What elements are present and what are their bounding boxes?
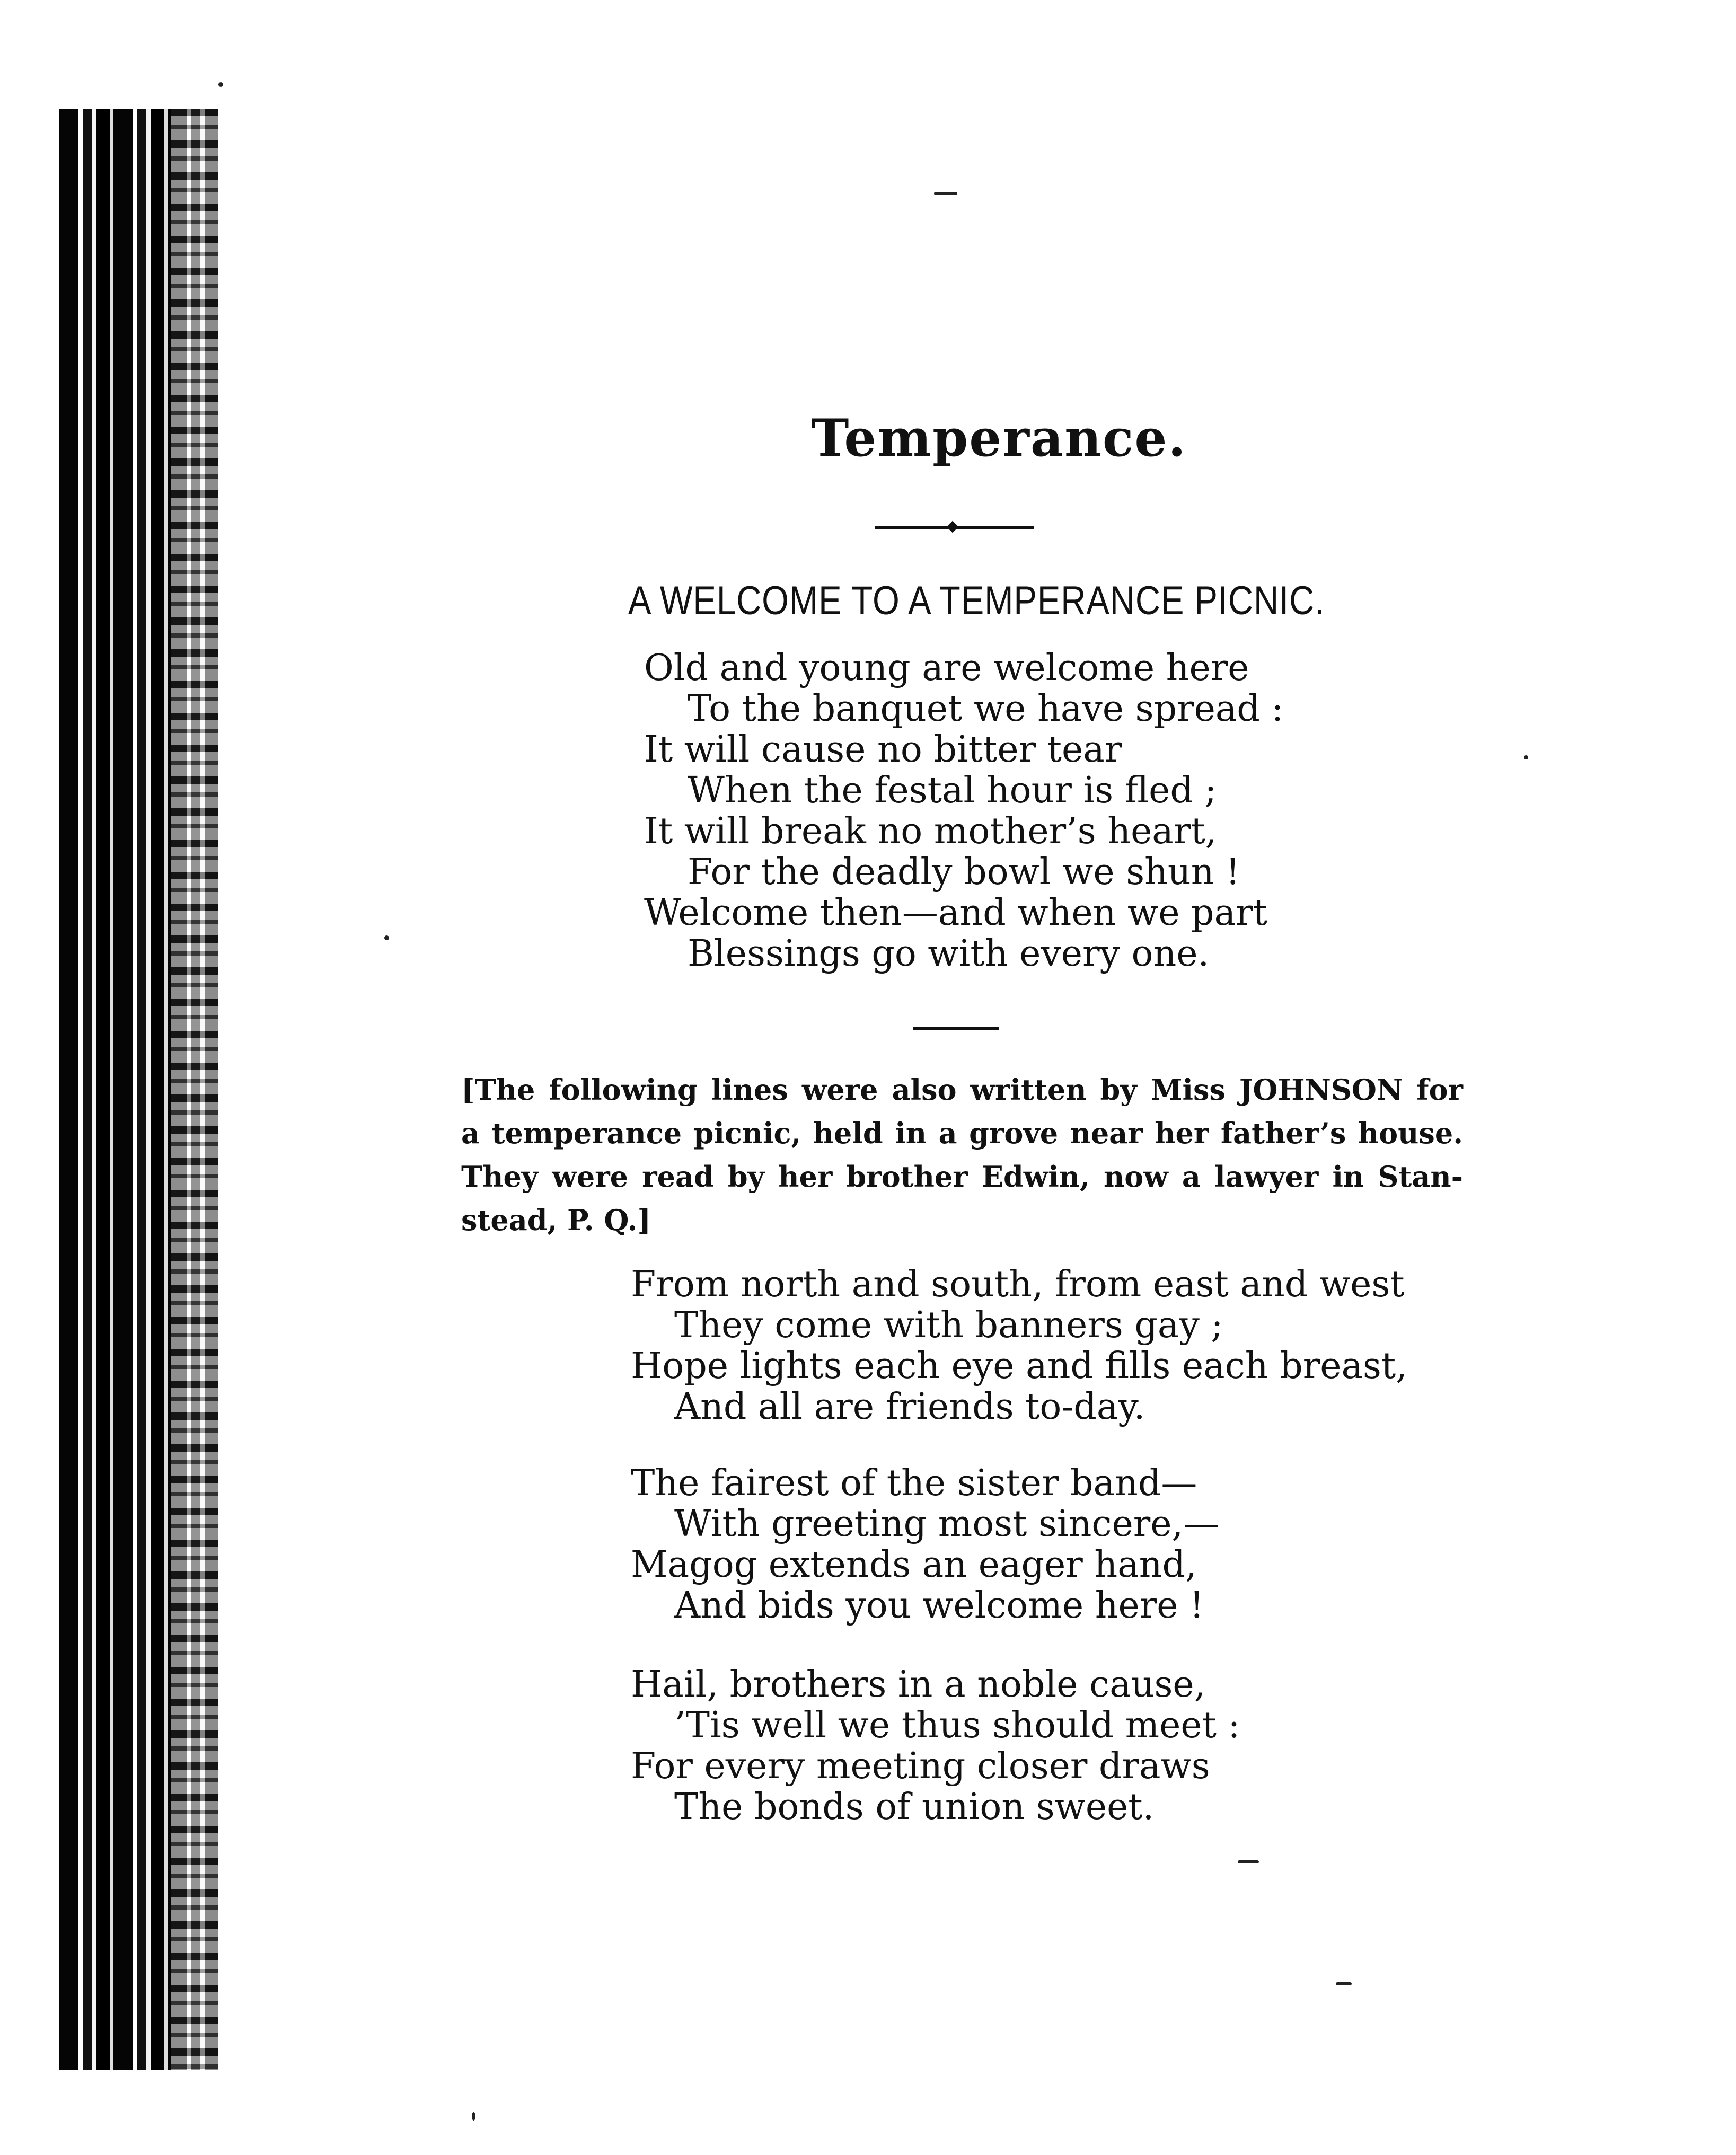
poem-heading: A WELCOME TO A TEMPERANCE PICNIC. [628, 578, 1325, 623]
poem-line: Hail, brothers in a noble cause, [631, 1664, 1206, 1706]
poem-line: Old and young are welcome here [644, 647, 1249, 689]
poem-line: ’Tis well we thus should meet : [674, 1704, 1240, 1746]
poem-line: The bonds of union sweet. [674, 1786, 1155, 1828]
poem-line: From north and south, from east and west [631, 1264, 1405, 1305]
rule-ornament [947, 521, 959, 533]
poem-line: They come with banners gay ; [674, 1304, 1223, 1346]
poem-line: Welcome then—and when we part [644, 892, 1267, 934]
scan-speck [1336, 1982, 1352, 1985]
scan-speck [218, 82, 223, 87]
note-line: a temperance picnic, held in a grove near her father’s house. [461, 1116, 1463, 1150]
poem-line: And all are friends to-day. [674, 1386, 1145, 1428]
poem-line: To the banquet we have spread : [688, 688, 1284, 730]
poem-1-stanza [644, 648, 1283, 974]
poem-line: For the deadly bowl we shun ! [688, 851, 1240, 893]
note-line: stead, P. Q.] [461, 1203, 651, 1237]
poem-2-stanza [631, 1463, 1219, 1626]
scan-speck [472, 2112, 475, 2121]
poem-line: Blessings go with every one. [688, 933, 1210, 975]
poem-line: Hope lights each eye and fills each breast, [631, 1345, 1407, 1387]
poem-2-stanza [631, 1664, 1240, 1827]
scan-speck [934, 192, 957, 195]
poem-line: Magog extends an eager hand, [631, 1544, 1197, 1586]
poem-line: When the festal hour is fled ; [688, 770, 1217, 811]
section-title: Temperance. [811, 408, 1187, 468]
poem-2-stanza [631, 1264, 1407, 1427]
note-line: [The following lines were also written by Miss JOHNSON for [461, 1073, 1463, 1107]
poem-line: It will cause no bitter tear [644, 729, 1122, 771]
poem-line: For every meeting closer draws [631, 1745, 1210, 1787]
scan-speck [384, 935, 389, 940]
note-line: They were read by her brother Edwin, now a lawyer in Stan- [461, 1160, 1463, 1194]
scanned-binding-edge [59, 109, 218, 2070]
section-divider [913, 1027, 999, 1030]
scan-speck [1524, 755, 1528, 759]
poem-line: The fairest of the sister band— [631, 1462, 1197, 1504]
poem-line: With greeting most sincere,— [674, 1503, 1220, 1545]
scan-speck [1238, 1860, 1259, 1863]
poem-line: It will break no mother’s heart, [644, 810, 1217, 852]
poem-line: And bids you welcome here ! [674, 1585, 1204, 1627]
editorial-note [461, 1068, 1463, 1242]
